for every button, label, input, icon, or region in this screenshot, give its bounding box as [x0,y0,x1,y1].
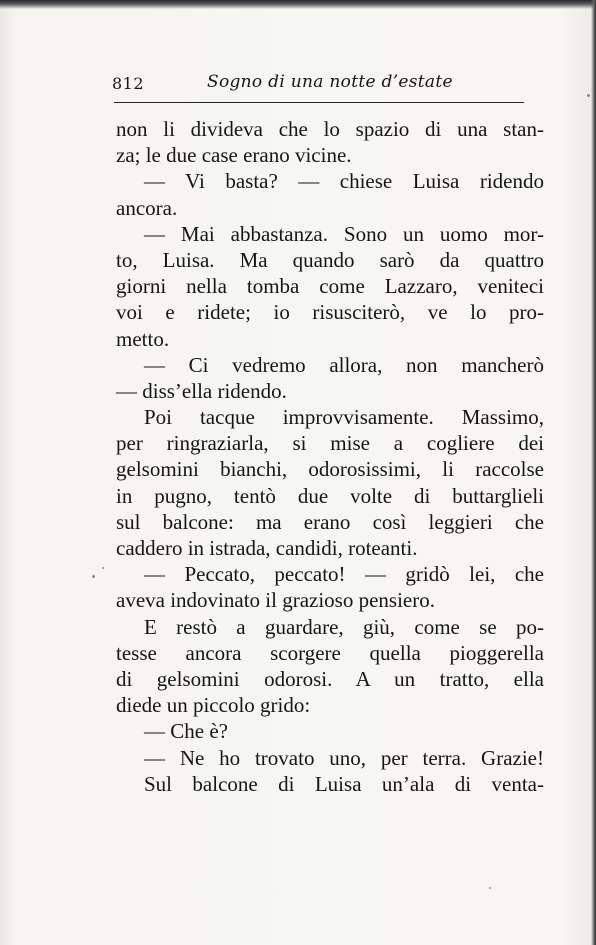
text-line: per ringraziarla, si mise a cogliere dei [116,431,544,456]
text-line: — Vi basta? — chiese Luisa ridendo [144,169,544,194]
ink-speck [489,887,491,889]
body-text [116,116,544,797]
text-line: Poi tacque improvvisamente. Massimo, [144,405,544,430]
text-line: — diss’ella ridendo. [116,378,287,403]
text-line: gelsomini bianchi, odorosissimi, li raccolse [116,457,544,482]
text-line: giorni nella tomba come Lazzaro, veniteci [116,274,544,299]
page-top-edge [0,0,596,9]
text-line: — Mai abbastanza. Sono un uomo mor- [144,221,544,246]
running-title: Sogno di una notte d’estate [207,72,453,92]
ink-speck [92,575,95,578]
text-line: ancora. [116,195,178,220]
text-line: E restò a guardare, giù, come se po- [144,614,544,639]
text-line: tesse ancora scorgere quella pioggerella [116,640,544,665]
text-line: — Che è? [144,719,228,744]
text-line: in pugno, tentò due volte di buttarglieli [116,483,544,508]
page-header [112,72,524,96]
text-line: di gelsomini odorosi. A un tratto, ella [116,666,544,691]
text-line: non li divideva che lo spazio di una stan- [116,117,544,141]
text-line: Sul balcone di Luisa un’ala di venta- [144,771,544,796]
text-line: metto. [116,326,170,351]
text-line: — Ne ho trovato uno, per terra. Grazie! [144,745,544,770]
text-line: sul balcone: ma erano così leggieri che [116,509,544,534]
ink-speck [102,567,104,569]
text-line: aveva indovinato il grazioso pensiero. [116,588,435,613]
ink-speck [587,94,590,97]
page-right-edge [591,0,596,945]
text-line: to, Luisa. Ma quando sarò da quattro [116,247,544,272]
page-number: 812 [112,74,145,93]
text-line: za; le due case erano vicine. [116,143,352,168]
text-line: caddero in istrada, candidi, roteanti. [116,536,418,560]
text-line: diede un piccolo grido: [116,693,311,718]
text-line: voi e ridete; io risusciterò, ve lo pro- [116,300,544,325]
text-line: — Ci vedremo allora, non mancherò [144,352,544,377]
header-rule [114,102,524,103]
text-line: — Peccato, peccato! — gridò lei, che [144,562,544,587]
